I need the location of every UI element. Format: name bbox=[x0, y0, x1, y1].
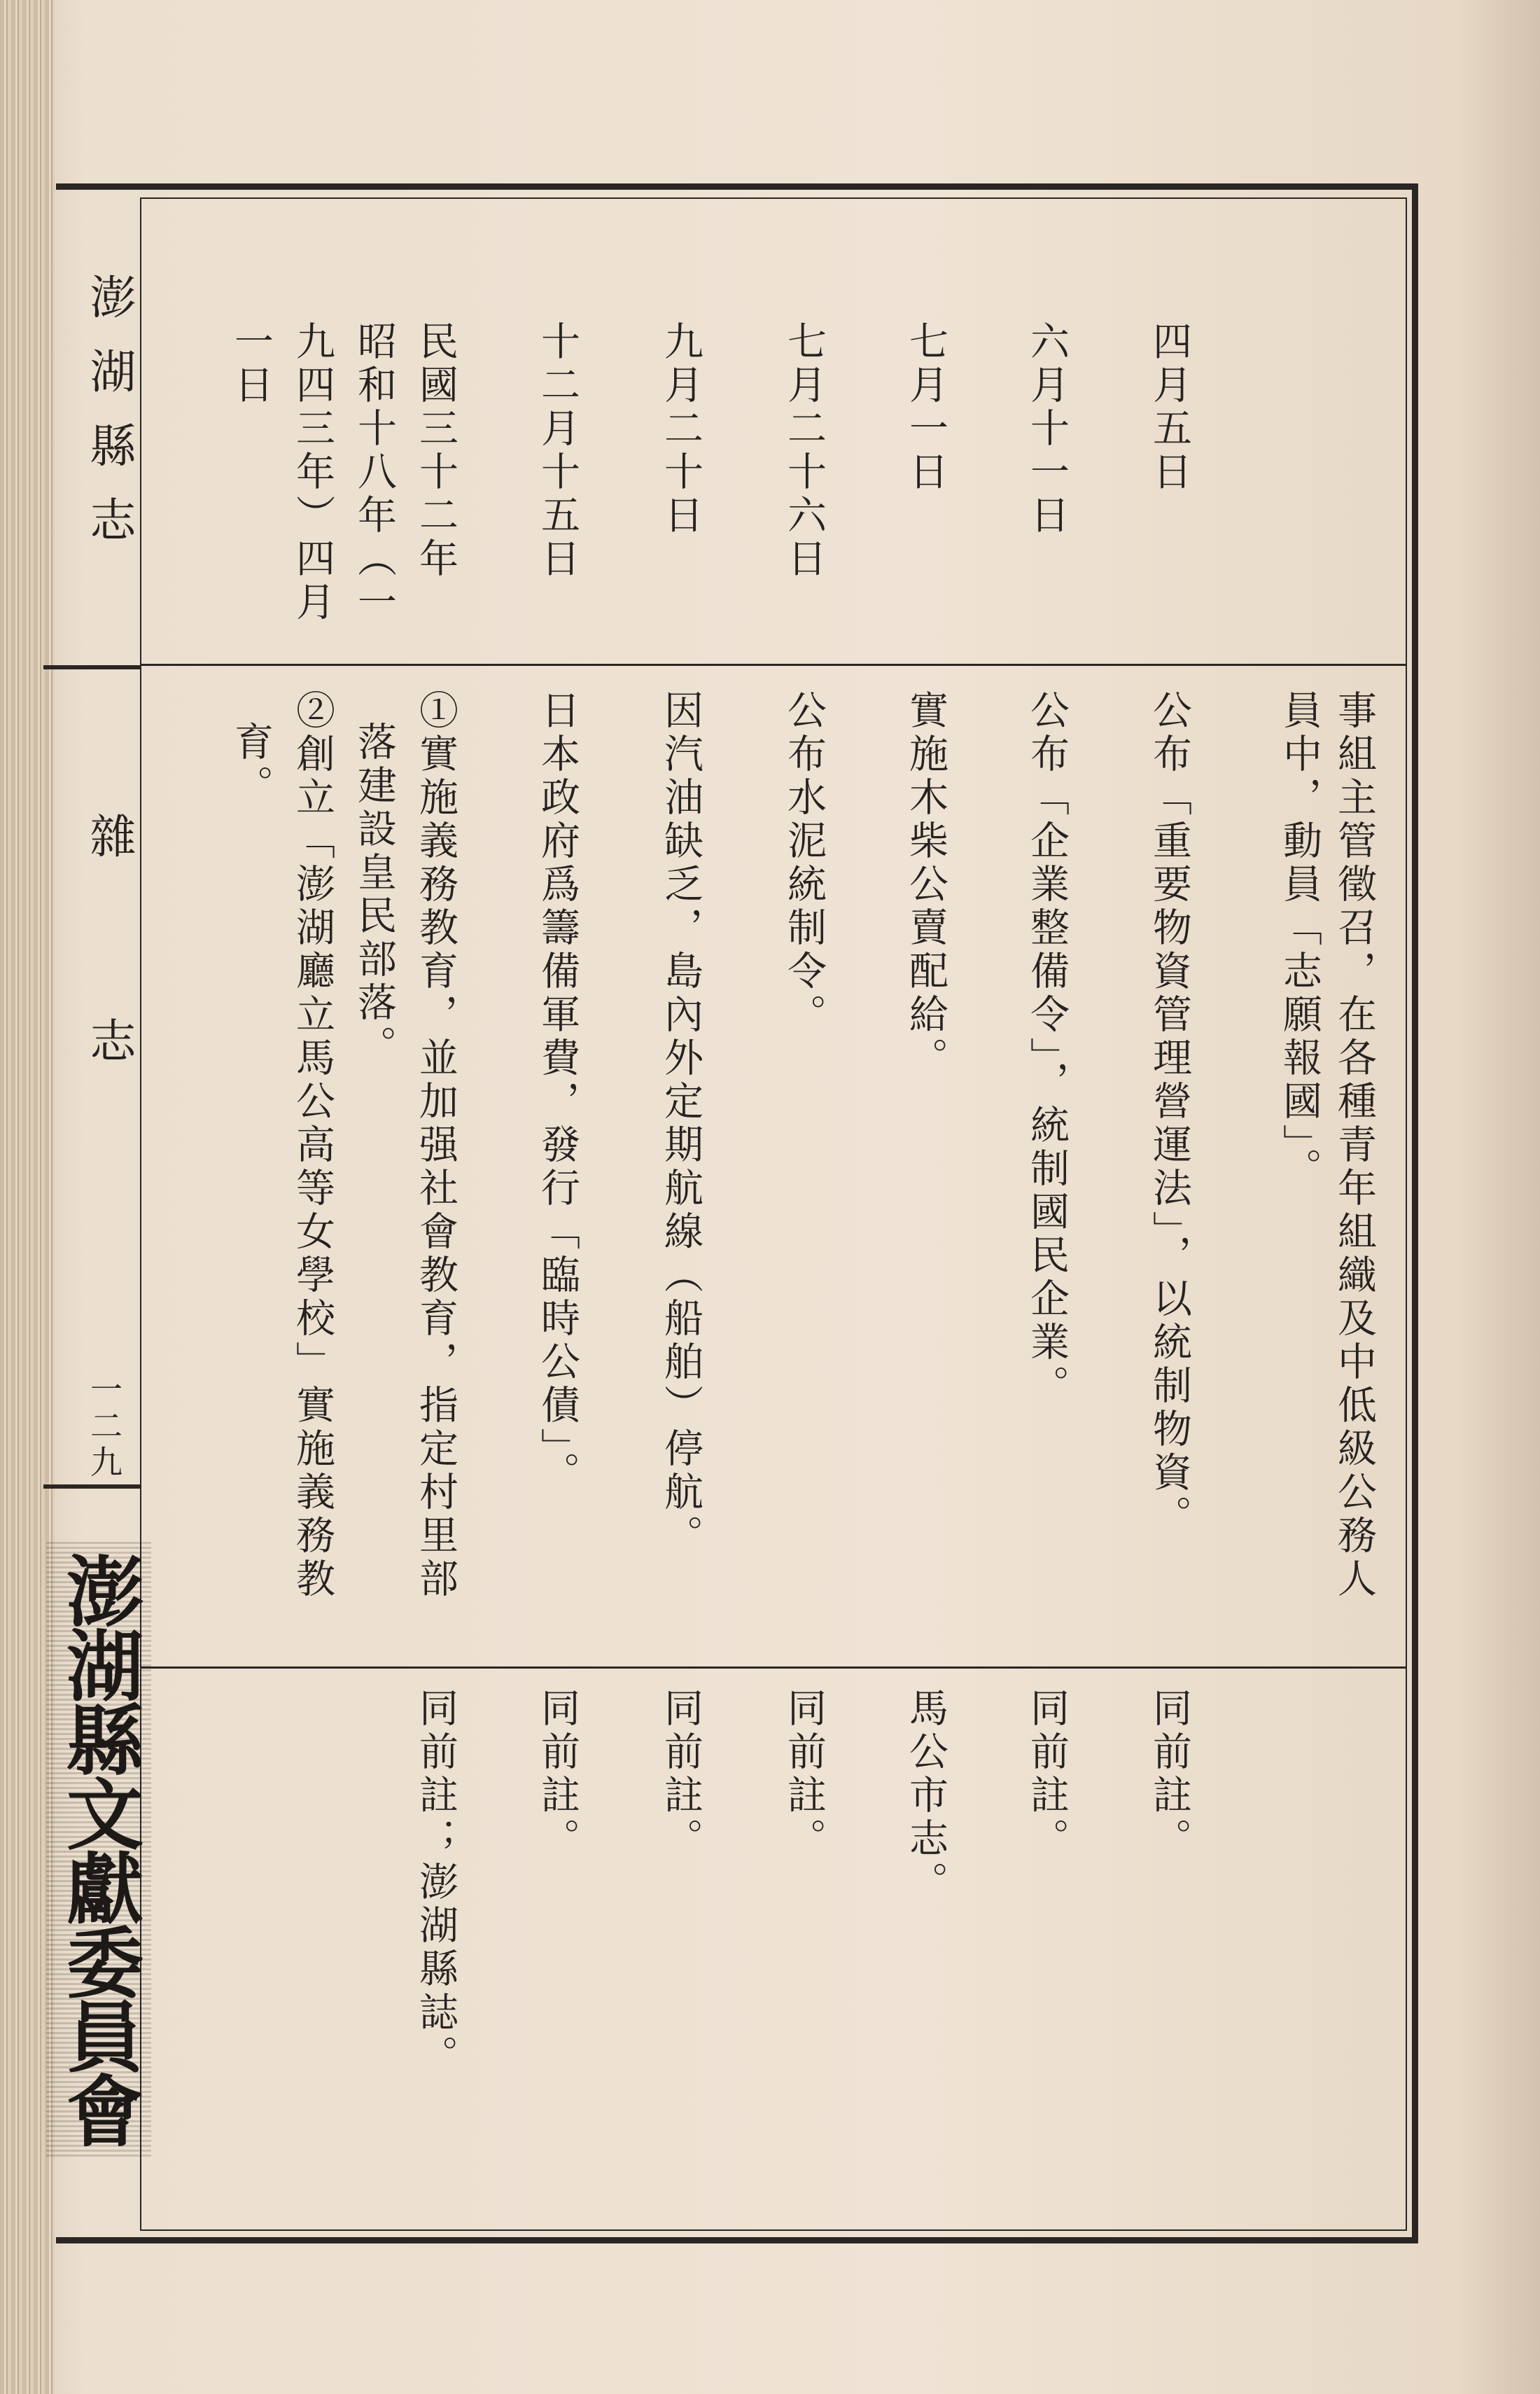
event-row-6-line-1: 日本政府爲籌備軍費，發行「臨時公債」。 bbox=[535, 690, 580, 1495]
margin-rule-1 bbox=[43, 665, 141, 669]
date-row-7: 民國三十二年 bbox=[413, 321, 458, 581]
event-row-0-line-1: 事組主管徵召，在各種青年組織及中低級公務人 bbox=[1331, 690, 1377, 1601]
book-title: 澎湖縣志 bbox=[82, 273, 136, 570]
source-row-2: 同前註。 bbox=[1024, 1687, 1070, 1861]
page-number: 一二九 bbox=[85, 1372, 123, 1482]
date-row-8: 昭和十八年（一 bbox=[351, 321, 397, 625]
event-row-2-line-1: 公布「企業整備令」，統制國民企業。 bbox=[1024, 690, 1070, 1408]
source-row-3: 馬公市志。 bbox=[903, 1687, 948, 1905]
page-shadow bbox=[1456, 0, 1540, 2394]
event-row-1-line-1: 公布「重要物資管理營運法」，以統制物資。 bbox=[1147, 690, 1192, 1538]
event-row-9-line-2: 育。 bbox=[228, 721, 274, 808]
event-row-0-line-2: 員中，動員「志願報國」。 bbox=[1277, 690, 1322, 1191]
source-row-6: 同前註。 bbox=[535, 1687, 580, 1861]
date-row-1: 四月五日 bbox=[1147, 321, 1192, 494]
date-event-divider bbox=[140, 664, 1407, 666]
source-row-5: 同前註。 bbox=[658, 1687, 704, 1861]
event-row-4-line-1: 公布水泥統制令。 bbox=[781, 690, 827, 1037]
event-row-5-line-1: 因汽油缺乏，島內外定期航線（船舶）停航。 bbox=[658, 690, 704, 1558]
date-row-10: 一日 bbox=[228, 321, 274, 408]
source-row-4: 同前註。 bbox=[781, 1687, 827, 1861]
event-row-7-line-2: 落建設皇民部落。 bbox=[351, 721, 397, 1069]
date-row-9: 九四三年）四月 bbox=[290, 321, 335, 625]
source-row-1: 同前註。 bbox=[1147, 1687, 1192, 1861]
event-row-9-line-1: ②創立「澎湖廳立馬公高等女學校」實施義務教 bbox=[290, 690, 335, 1601]
event-row-3-line-1: 實施木柴公賣配給。 bbox=[903, 690, 948, 1080]
date-row-5: 九月二十日 bbox=[658, 321, 704, 538]
date-row-6: 十二月十五日 bbox=[535, 321, 580, 581]
event-source-divider bbox=[140, 1666, 1407, 1669]
date-row-3: 七月一日 bbox=[903, 321, 948, 494]
event-row-7-line-1: ①實施義務教育，並加强社會教育，指定村里部 bbox=[413, 690, 458, 1601]
margin-rule-2 bbox=[43, 1484, 141, 1489]
date-row-2: 六月十一日 bbox=[1024, 321, 1070, 538]
source-row-7: 同前註；澎湖縣誌。 bbox=[413, 1687, 458, 2078]
publisher-stamp: 澎湖縣文獻委員會 bbox=[46, 1540, 151, 2157]
date-row-4: 七月二十六日 bbox=[781, 321, 827, 581]
section-title: 雜 志 bbox=[82, 812, 136, 1119]
